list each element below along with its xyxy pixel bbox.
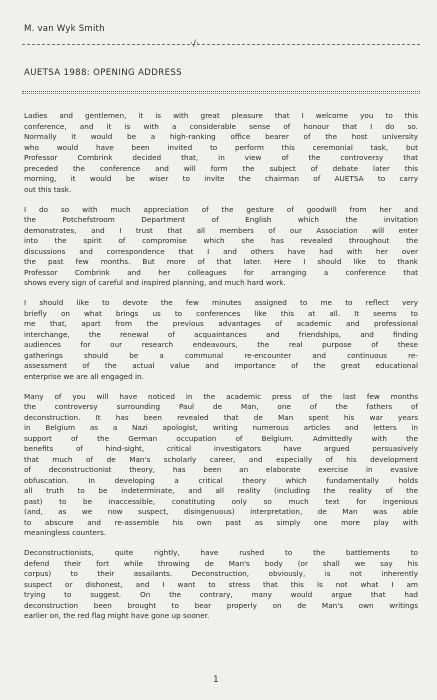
text-line: all truth to be indeterminate, and all reality (including the reality of the	[24, 486, 418, 495]
text-line: of deconstructionist theory, has been an elaborate exercise in evasive	[24, 465, 418, 474]
text-line: who would have been invited to perform this ceremonial task, but	[24, 142, 418, 152]
text-line: obfuscation. In developing a critical theory which fundamentally holds	[24, 475, 418, 485]
text-line: the Potchefstroom Department of English which the invitation	[24, 215, 418, 224]
text-line: meaningless counters.	[24, 528, 107, 537]
paragraph	[24, 392, 418, 539]
text-line: shows every sign of careful and inspired planning, and much hard work.	[24, 278, 286, 287]
text-line: enterprise we are all engaged in.	[24, 371, 144, 381]
text-line: into the spirit of compromise which she has revealed throughout the	[24, 236, 418, 245]
text-line: Many of you will have noticed in the academic press of the last few months	[24, 391, 418, 401]
paragraph	[24, 205, 418, 289]
text-line: the past few months. But more of that later. Here I should like to thank	[24, 257, 418, 266]
text-line: Normally it would be a high-ranking office bearer of the host university	[24, 132, 418, 141]
document-body	[24, 111, 418, 631]
text-line: suspect or dishonest, and I want to stress that this is not what I am	[24, 579, 418, 589]
text-line: interchange, the renewal of acquaintances and friendships, and finding	[24, 329, 418, 339]
text-line: to abscure and re-assemble his own past as simply one more play with	[24, 517, 418, 527]
text-line: Ladies and gentlemen, it is with great pleasure that I welcome you to this	[24, 111, 418, 120]
text-line: Deconstructionists, quite rightly, have rushed to the battlements to	[24, 548, 418, 557]
text-line: defend their fort while throwing de Man's body (or shall we say his	[24, 558, 418, 568]
text-line: in Belgium as a Nazi apologist, writing numerous articles and letters in	[24, 423, 418, 432]
text-line: demonstrates, and I trust that all members of our Association will enter	[24, 225, 418, 235]
document-title: AUETSA 1988: OPENING ADDRESS	[24, 68, 182, 78]
title-underline-second	[22, 93, 420, 94]
text-line: I do so with much appreciation of the gesture of goodwill from her and	[24, 204, 418, 214]
text-line: audiences for our research endeavours, the real purpose of these	[24, 340, 418, 349]
text-line: past) to be inaccessible, constituting only so much text for ingenious	[24, 496, 418, 506]
page-number: 1	[213, 675, 219, 685]
text-line: I should like to devote the few minutes assigned to me to reflect very	[24, 298, 418, 307]
text-line: discussions and correspondence that I and others have had with her over	[24, 246, 418, 256]
text-line: Professor Combrink decided that, in view of the controversy that	[24, 153, 418, 162]
text-line: me that, apart from the previous advantages of academic and professional	[24, 319, 418, 328]
text-line: briefly on what brings us to conferences like this at all. It seems to	[24, 308, 418, 318]
text-line: assessment of the actual value and importance of the great educational	[24, 361, 418, 370]
text-line: earlier on, the red flag might have gone up sooner.	[24, 611, 210, 620]
text-line: Professor Combrink and her colleagues for arranging a conference that	[24, 267, 418, 277]
text-line: conference, and it is with a considerable sense of honour that I do so.	[24, 121, 418, 131]
divider-mark: ·/·	[190, 39, 199, 49]
text-line: deconstruction been brought to bear properly on de Man's own writings	[24, 600, 418, 610]
top-divider	[22, 44, 420, 45]
text-line: preceded the conference and will form the subject of debate later this	[24, 163, 418, 173]
text-line: benefits of hind-sight, critical investigators have argued persuasively	[24, 444, 418, 453]
text-line: gatherings should be a communal re-encounter and continuous re-	[24, 350, 418, 360]
text-line: the controversy surrounding Paul de Man, one of the fathers of	[24, 402, 418, 411]
text-line: deconstruction. It has been revealed that de Man spent his war years	[24, 412, 418, 422]
text-line: support of the German occupation of Belgium. Admittedly with the	[24, 433, 418, 443]
text-line: (and, as we now suspect, disingenuous) interpretation, de Man was able	[24, 507, 418, 516]
text-line: that much of de Man's scholarly career, and especially of his development	[24, 454, 418, 464]
title-underline	[22, 91, 420, 92]
author-name: M. van Wyk Smith	[24, 24, 105, 34]
paragraph	[24, 111, 418, 195]
paragraph	[24, 298, 418, 382]
paragraph	[24, 548, 418, 622]
text-line: corpus) to their assailants. Deconstruction, obviously, is not inherently	[24, 569, 418, 578]
text-line: trying to suggest. On the contrary, many would argue that had	[24, 590, 418, 599]
text-line: morning, it would be wiser to invite the chairman of AUETSA to carry	[24, 174, 418, 183]
text-line: out this task.	[24, 184, 72, 194]
